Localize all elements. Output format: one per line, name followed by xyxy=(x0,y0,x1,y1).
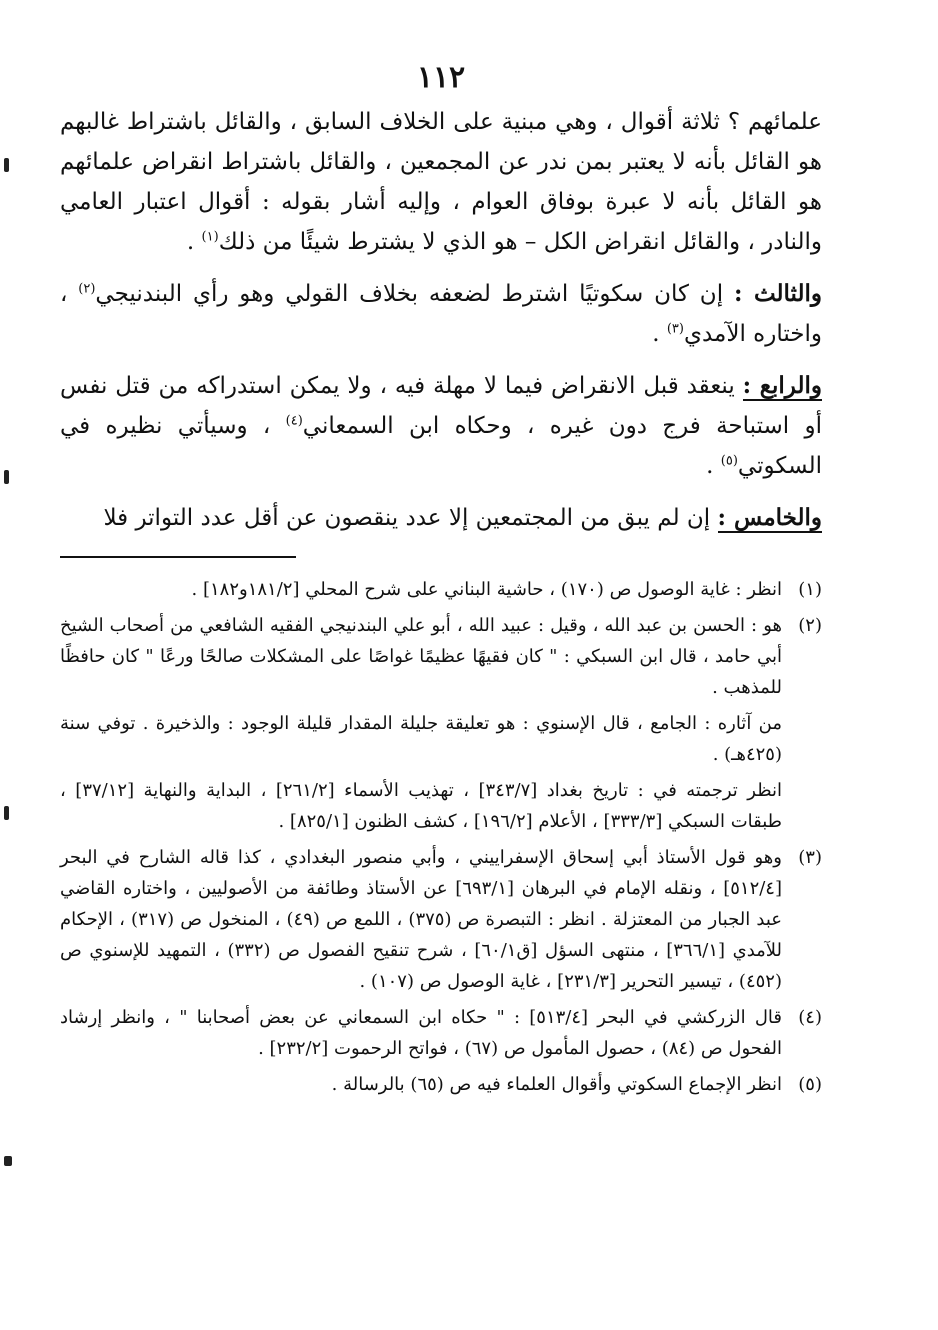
footnote-4 xyxy=(60,1002,822,1064)
paragraph-end: . xyxy=(706,453,721,479)
footnote-text: هو : الحسن بن عبد الله ، وقيل : عبيد الله ، أبو علي البندنيجي الفقيه الشافعي من أصحاب الشيخ أبي حامد ، قال ابن السبكي : " كان فقيهًا عظيمًا غواصًا على المشكلات صالحًا ورعًا " كان حافظًا للمذهب . xyxy=(60,615,782,698)
paragraph-text: ينعقد قبل الانقراض فيما لا مهلة فيه ، ولا يمكن استدراكه من قتل نفس أو استباحة فرج دون غيره ، وحكاه ابن السمعاني xyxy=(60,373,822,439)
footnote-text: انظر ترجمته في : تاريخ بغداد [٣٤٣/٧] ، تهذيب الأسماء [٢٦١/٢] ، البداية والنهاية [٣٧/١٢] ، طبقات السبكي [٣٣٣/٣] ، الأعلام [١٩٦/٢] ، كشف الظنون [٨٢٥/١] . xyxy=(60,780,782,832)
scan-mark xyxy=(4,806,9,820)
intro-text: علمائهم ؟ ثلاثة أقوال ، وهي مبنية على الخلاف السابق ، والقائل باشتراط غالبهم هو القائل بأنه لا يعتبر بمن ندر عن المجمعين ، والقائل باشتراط انقراض علمائهم هو القائل بأنه لا عبرة بوفاق العوام ، وإليه أشار بقوله : أقوال اعتبار العامي والنادر ، والقائل انقراض الكل – هو الذي لا يشترط شيئًا من ذلك xyxy=(60,109,822,255)
footnote-5 xyxy=(60,1069,822,1100)
scan-mark xyxy=(4,158,9,172)
book-page xyxy=(60,58,822,1318)
footnote-text: قال الزركشي في البحر [٥١٣/٤] : " حكاه ابن السمعاني عن بعض أصحابنا " ، وانظر إرشاد الفحول ص (٨٤) ، حصول المأمول ص (٦٧) ، فواتح الرحموت [٢٣٢/٢] . xyxy=(60,1007,782,1059)
paragraph-intro xyxy=(60,102,822,262)
footnote-2 xyxy=(60,610,822,837)
footnote-text: وهو قول الأستاذ أبي إسحاق الإسفراييني ، وأبي منصور البغدادي ، كذا قاله الشارح في البحر [٥١٢/٤] ، ونقله الإمام في البرهان [٦٩٣/١] عن الأستاذ وطائفة من الأصوليين ، واختاره القاضي عبد الجبار من المعتزلة . انظر : التبصرة ص (٣٧٥) ، اللمع ص (٤٩) ، المنخول ص (٣١٧) ، الإحكام للآمدي [٣٦٦/١] ، منتهى السؤل [ق٦٠/١] ، شرح تنقيح الفصول ص (٣٣٢) ، التمهيد للإسنوي ص (٤٥٢) ، تيسير التحرير [٢٣١/٣] ، غاية الوصول ص (١٠٧) . xyxy=(60,847,783,992)
footnote-ref: (٤) xyxy=(285,413,303,429)
paragraph-lead: والخامس : xyxy=(717,504,822,531)
scan-mark xyxy=(4,1156,12,1166)
footnote-ref: (١) xyxy=(201,229,219,245)
footnote-ref: (٣) xyxy=(666,321,684,337)
page-number: ١١٢ xyxy=(416,60,466,95)
footnote-number: (١) xyxy=(798,579,822,600)
footnote-number: (٣) xyxy=(798,847,822,868)
paragraph-fourth xyxy=(60,366,822,486)
footnote-number: (٥) xyxy=(798,1074,822,1095)
footnote-ref: (٥) xyxy=(720,453,738,469)
paragraph-lead: والرابع : xyxy=(742,372,822,399)
footnote-text: انظر : غاية الوصول ص (١٧٠) ، حاشية البناني على شرح المحلي [١٨١/٢و١٨٢] . xyxy=(191,579,782,600)
paragraph-text: ، وسيأتي نظيره في السكوتي xyxy=(60,413,822,479)
paragraph-end: . xyxy=(652,321,667,347)
footnote-text: من آثاره : الجامع ، قال الإسنوي : هو تعليقة جليلة المقدار قليلة الوجود : والذخيرة . توفي سنة (٤٢٥هـ) . xyxy=(60,713,782,765)
paragraph-text: إن لم يبق من المجتمعين إلا عدد ينقصون عن أقل عدد التواتر فلا xyxy=(103,505,718,531)
footnote-ref: (٢) xyxy=(78,281,96,297)
footnote-separator xyxy=(60,556,296,558)
footnotes xyxy=(60,574,822,1100)
paragraph-text: إن كان سكوتيًا اشترط لضعفه بخلاف القولي وهو رأي البندنيجي xyxy=(95,281,734,307)
main-text xyxy=(60,102,822,538)
footnote-3 xyxy=(60,842,822,997)
paragraph-third xyxy=(60,274,822,354)
footnote-text: انظر الإجماع السكوتي وأقوال العلماء فيه ص (٦٥) بالرسالة . xyxy=(331,1074,782,1095)
paragraph-lead: والثالث : xyxy=(733,280,823,307)
footnote-number: (٢) xyxy=(798,615,822,636)
paragraph-fifth xyxy=(60,498,822,538)
footnote-1 xyxy=(60,574,822,605)
intro-end: . xyxy=(186,229,202,255)
scan-mark xyxy=(4,470,9,484)
footnote-number: (٤) xyxy=(798,1007,822,1028)
paragraph-text: ، واختاره الآمدي xyxy=(60,281,822,347)
